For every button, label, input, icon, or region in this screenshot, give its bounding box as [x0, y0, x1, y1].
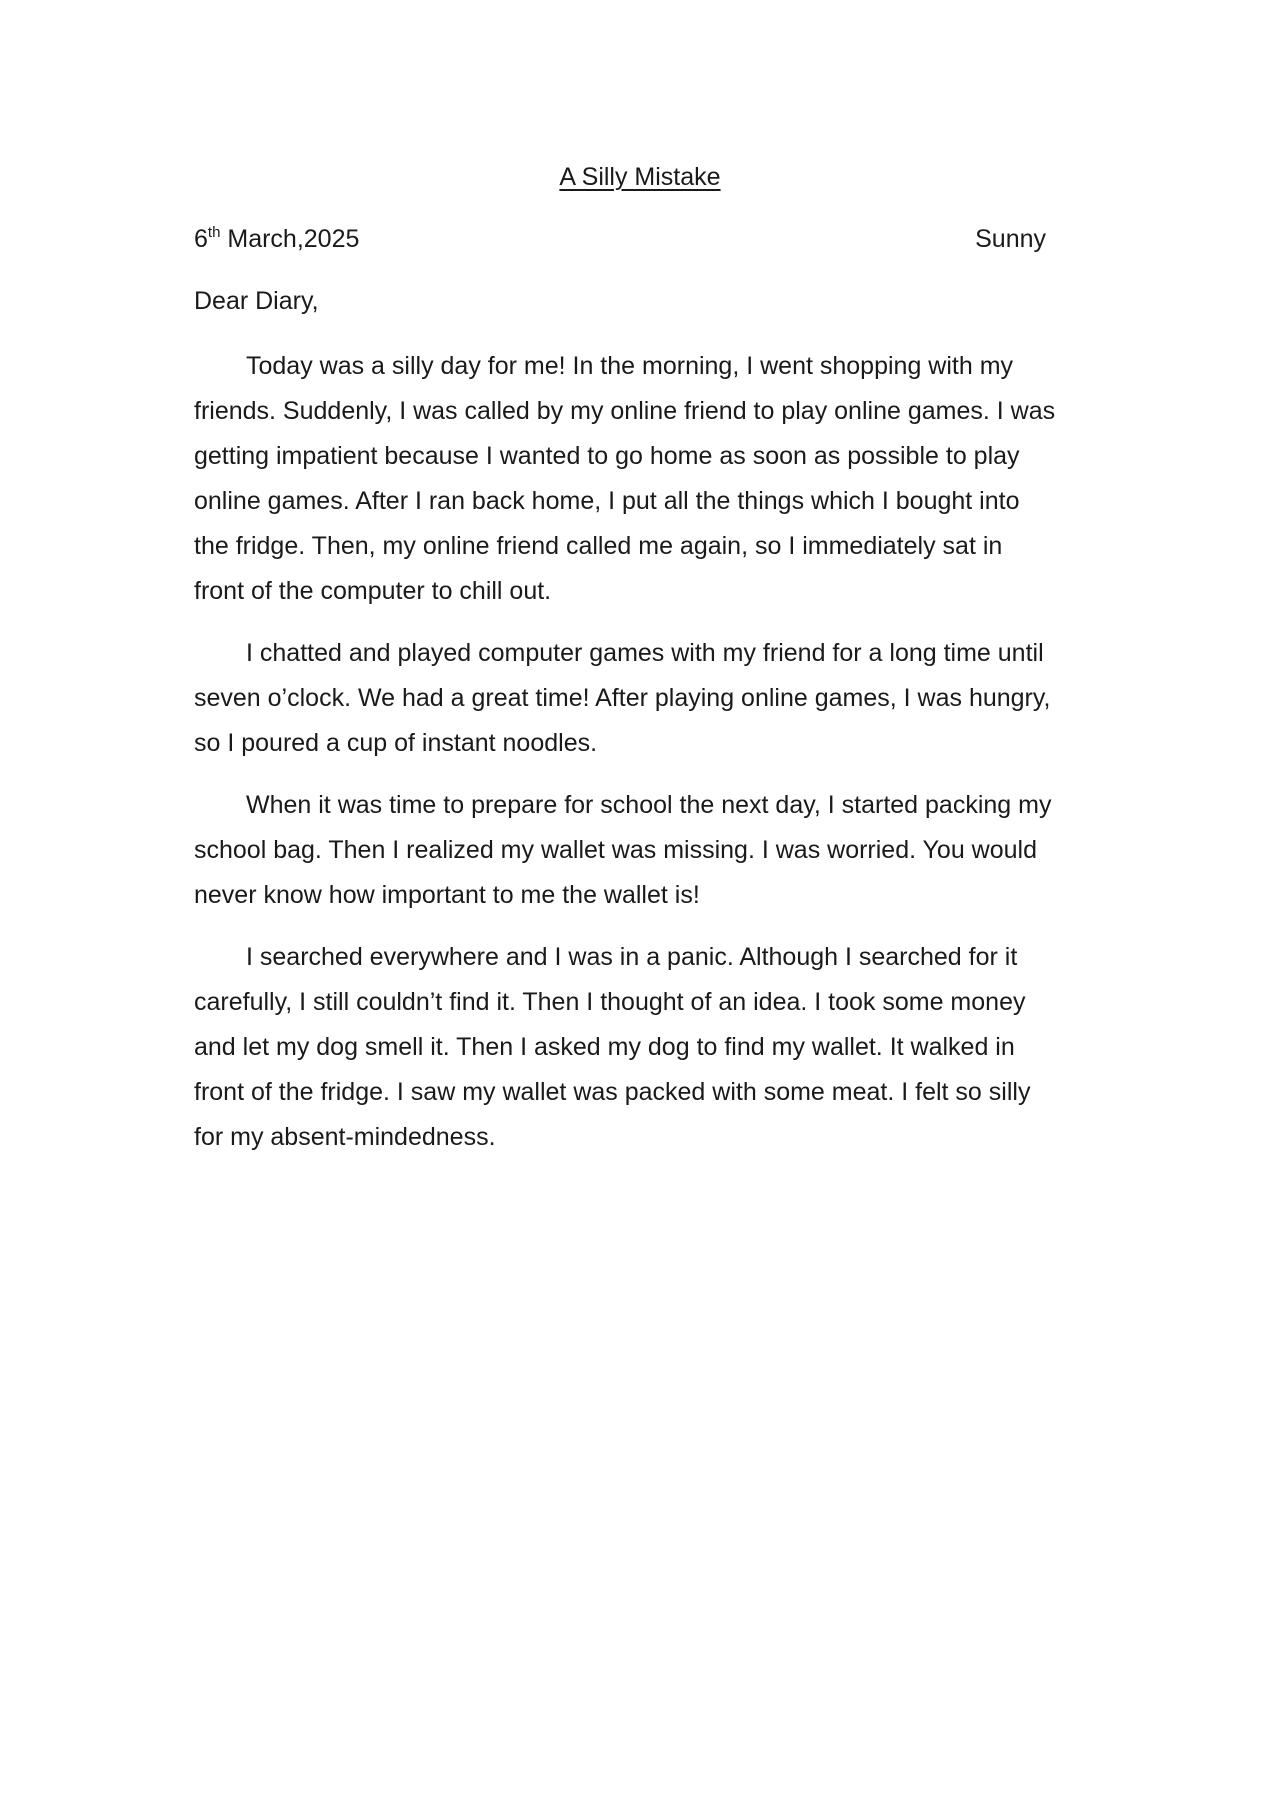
document-title: A Silly Mistake: [559, 163, 721, 191]
text-line: I chatted and played computer games with my friend for a long time until: [246, 639, 1044, 667]
paragraph-1: [194, 344, 1094, 614]
paragraph-2: [194, 631, 1094, 766]
text-line: the fridge. Then, my online friend called me again, so I immediately sat in: [194, 532, 1003, 560]
salutation: Dear Diary,: [194, 287, 319, 315]
date-day: 6: [194, 225, 208, 253]
text-line: front of the fridge. I saw my wallet was packed with some meat. I felt so silly: [194, 1078, 1031, 1106]
text-line: getting impatient because I wanted to go home as soon as possible to play: [194, 442, 1020, 470]
document-title-row: [0, 160, 1280, 194]
diary-body: [194, 344, 1094, 1177]
date-month-year: March,2025: [220, 225, 360, 253]
paragraph-3: [194, 783, 1094, 918]
text-line: carefully, I still couldn’t find it. Then I thought of an idea. I took some money: [194, 988, 1026, 1016]
text-line: so I poured a cup of instant noodles.: [194, 729, 598, 757]
paragraph-4: [194, 935, 1094, 1160]
text-line: never know how important to me the wallet is!: [194, 881, 700, 909]
diary-date: [194, 222, 359, 260]
date-ordinal-suffix: th: [207, 224, 221, 241]
text-line: friends. Suddenly, I was called by my online friend to play online games. I was: [194, 397, 1056, 425]
text-line: front of the computer to chill out.: [194, 577, 552, 605]
text-line: for my absent-mindedness.: [194, 1123, 496, 1151]
text-line: seven o’clock. We had a great time! After playing online games, I was hungry,: [194, 684, 1051, 712]
text-line: online games. After I ran back home, I put all the things which I bought into: [194, 487, 1020, 515]
text-line: school bag. Then I realized my wallet was missing. I was worried. You would: [194, 836, 1038, 864]
text-line: Today was a silly day for me! In the morning, I went shopping with my: [246, 352, 1014, 380]
text-line: I searched everywhere and I was in a panic. Although I searched for it: [246, 943, 1018, 971]
text-line: and let my dog smell it. Then I asked my dog to find my wallet. It walked in: [194, 1033, 1015, 1061]
diary-author: Sunny: [975, 225, 1046, 253]
diary-meta-row: [194, 222, 1046, 256]
text-line: When it was time to prepare for school the next day, I started packing my: [246, 791, 1052, 819]
